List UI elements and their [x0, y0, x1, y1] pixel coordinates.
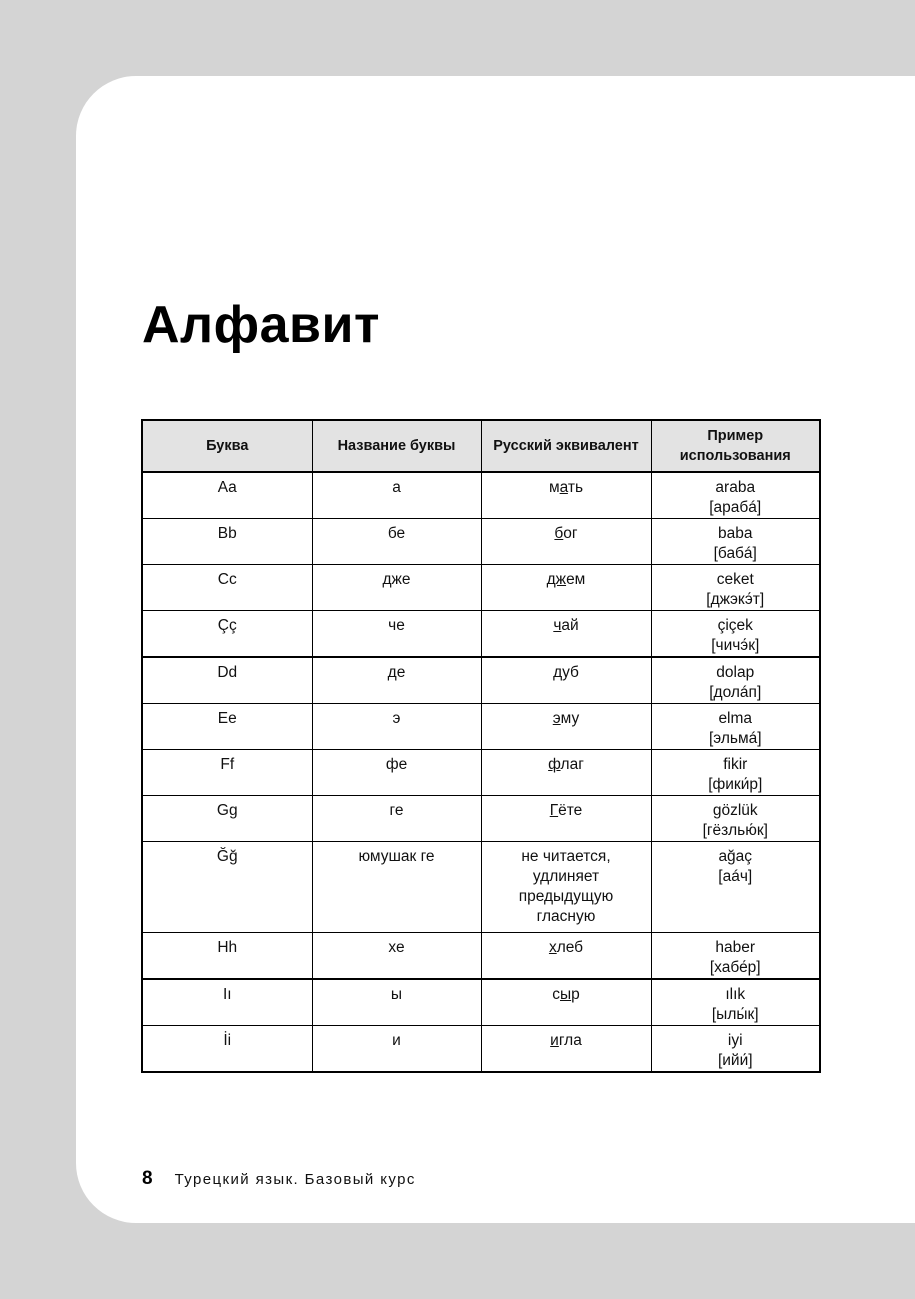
- example-transcription: [чичэ́к]: [711, 637, 760, 654]
- cell-letter: Gg: [142, 796, 312, 842]
- cell-usage-example: [651, 704, 820, 750]
- cell-letter: Iı: [142, 979, 312, 1026]
- example-transcription: [аáч]: [718, 868, 753, 885]
- cell-russian-equivalent: дуб: [481, 657, 651, 704]
- cell-letter-name: ы: [312, 979, 481, 1026]
- cell-letter: Cc: [142, 565, 312, 611]
- example-word: çiçek: [717, 617, 753, 634]
- example-word: iyi: [727, 1032, 743, 1049]
- cell-usage-example: [651, 842, 820, 933]
- example-word: fikir: [723, 756, 748, 773]
- table-row: [142, 704, 820, 750]
- underlined-sound: х: [548, 939, 557, 956]
- table-header-row: [142, 420, 820, 472]
- example-word: baba: [718, 525, 753, 542]
- table-row: [142, 750, 820, 796]
- page-title: Алфавит: [142, 296, 380, 354]
- cell-russian-equivalent: чай: [481, 611, 651, 658]
- table-row: [142, 565, 820, 611]
- cell-russian-equivalent: эму: [481, 704, 651, 750]
- cell-letter-name: дже: [312, 565, 481, 611]
- cell-letter: Ff: [142, 750, 312, 796]
- alphabet-table: [141, 419, 821, 1073]
- cell-russian-equivalent: сыр: [481, 979, 651, 1026]
- underlined-sound: Г: [549, 802, 559, 819]
- cell-letter: İi: [142, 1026, 312, 1073]
- cell-letter-name: э: [312, 704, 481, 750]
- cell-letter: Bb: [142, 519, 312, 565]
- cell-letter: Aa: [142, 472, 312, 519]
- table-row: [142, 472, 820, 519]
- cell-russian-equivalent: не читается, удлиняет предыдущую гласную: [481, 842, 651, 933]
- cell-usage-example: [651, 519, 820, 565]
- header-usage-example: Пример использования: [651, 420, 820, 472]
- cell-russian-equivalent: Гёте: [481, 796, 651, 842]
- example-word: araba: [715, 479, 756, 496]
- table-row: [142, 611, 820, 658]
- cell-russian-equivalent: джем: [481, 565, 651, 611]
- cell-letter-name: юмушак ге: [312, 842, 481, 933]
- underlined-sound: дж: [546, 571, 567, 588]
- header-letter: Буква: [142, 420, 312, 472]
- example-word: gözlük: [712, 802, 758, 819]
- cell-usage-example: [651, 472, 820, 519]
- cell-usage-example: [651, 796, 820, 842]
- cell-russian-equivalent: игла: [481, 1026, 651, 1073]
- cell-letter: Hh: [142, 933, 312, 980]
- table-row: [142, 657, 820, 704]
- cell-letter-name: фе: [312, 750, 481, 796]
- cell-usage-example: [651, 1026, 820, 1073]
- example-transcription: [арабá]: [709, 499, 762, 516]
- cell-russian-equivalent: флаг: [481, 750, 651, 796]
- table-body: [142, 472, 820, 1072]
- example-word: elma: [718, 710, 753, 727]
- underlined-sound: ы: [559, 986, 572, 1003]
- running-title: Турецкий язык. Базовый курс: [174, 1171, 416, 1188]
- example-transcription: [гёзлью́к]: [702, 822, 768, 839]
- cell-russian-equivalent: мать: [481, 472, 651, 519]
- table-row: [142, 979, 820, 1026]
- example-transcription: [фики́р]: [708, 776, 763, 793]
- header-letter-name: Название буквы: [312, 420, 481, 472]
- example-transcription: [ийи́]: [717, 1052, 753, 1069]
- example-transcription: [джэкэ́т]: [706, 591, 765, 608]
- cell-letter: Çç: [142, 611, 312, 658]
- example-transcription: [эльмá]: [708, 730, 762, 747]
- table-row: [142, 842, 820, 933]
- cell-letter: Dd: [142, 657, 312, 704]
- cell-letter-name: хе: [312, 933, 481, 980]
- table-row: [142, 519, 820, 565]
- cell-usage-example: [651, 657, 820, 704]
- cell-letter: Ee: [142, 704, 312, 750]
- cell-letter-name: бе: [312, 519, 481, 565]
- cell-russian-equivalent: хлеб: [481, 933, 651, 980]
- example-transcription: [долáп]: [709, 684, 762, 701]
- cell-letter-name: и: [312, 1026, 481, 1073]
- example-word: haber: [715, 939, 756, 956]
- header-russian-equivalent: Русский эквивалент: [481, 420, 651, 472]
- table-row: [142, 1026, 820, 1073]
- example-transcription: [хабе́р]: [709, 959, 761, 976]
- cell-usage-example: [651, 979, 820, 1026]
- cell-usage-example: [651, 933, 820, 980]
- example-word: ceket: [716, 571, 754, 588]
- cell-letter: Ğğ: [142, 842, 312, 933]
- example-word: ılık: [725, 986, 746, 1003]
- underlined-sound: а: [559, 479, 568, 496]
- underlined-sound: ф: [548, 756, 561, 773]
- example-word: ağaç: [718, 848, 753, 865]
- underlined-sound: ч: [553, 617, 562, 634]
- page-number: 8: [142, 1168, 153, 1189]
- cell-letter-name: а: [312, 472, 481, 519]
- cell-letter-name: ге: [312, 796, 481, 842]
- underlined-sound: э: [552, 710, 561, 727]
- page-footer: [142, 1168, 416, 1194]
- underlined-sound: д: [553, 664, 563, 681]
- underlined-sound: и: [550, 1032, 559, 1049]
- cell-letter-name: де: [312, 657, 481, 704]
- cell-letter-name: че: [312, 611, 481, 658]
- example-word: dolap: [716, 664, 755, 681]
- underlined-sound: б: [554, 525, 564, 542]
- cell-usage-example: [651, 611, 820, 658]
- example-transcription: [бабá]: [713, 545, 757, 562]
- table-row: [142, 933, 820, 980]
- cell-russian-equivalent: бог: [481, 519, 651, 565]
- example-transcription: [ылы́к]: [711, 1006, 759, 1023]
- cell-usage-example: [651, 565, 820, 611]
- table-row: [142, 796, 820, 842]
- cell-usage-example: [651, 750, 820, 796]
